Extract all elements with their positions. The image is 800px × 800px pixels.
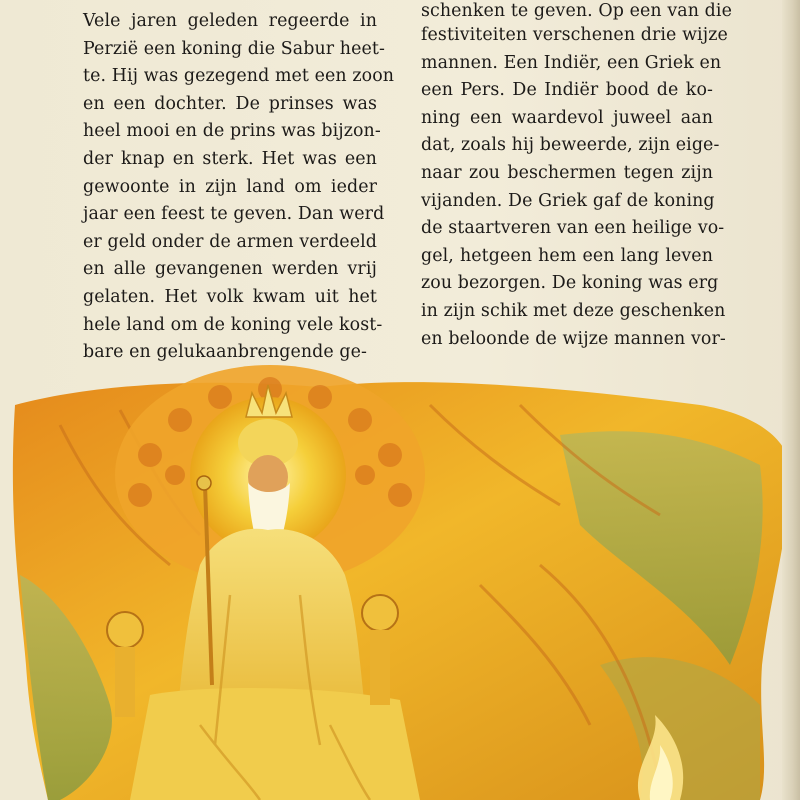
text-line: jaar een feest te geven. Dan werd [83,204,385,225]
text-line: schenken te geven. Op een van die [421,1,732,21]
text-line: bare en gelukaanbrengende ge- [83,342,368,363]
text-line: de staartveren van een heilige vo- [421,218,725,239]
text-line: Perzië een koning die Sabur heet- [83,38,385,59]
text-line: vijanden. De Griek gaf de koning [421,190,715,211]
king-throne-illustration [0,365,800,800]
text-line: er geld onder de armen verdeeld [83,231,377,252]
scepter-top [197,476,211,490]
text-line: gewoonte in zijn land om ieder [83,176,377,197]
text-line: dat, zoals hij beweerde, zijn eige- [421,135,720,156]
throne-post-left [115,647,135,717]
text-line: festiviteiten verschenen drie wijze [421,25,728,45]
throne-orb-left [107,612,143,648]
text-line: naar zou beschermen tegen zijn [421,162,713,183]
text-line: en een dochter. De prinses was [83,93,377,114]
text-column-right [421,0,732,353]
text-line: gel, hetgeen hem een lang leven [421,245,713,266]
text-column-left [83,0,395,367]
throne-orb-right [362,595,398,631]
text-line: mannen. Een Indiër, een Griek en [421,52,722,73]
text-line: te. Hij was gezegend met een zoon [83,66,395,87]
text-line: ning een waardevol juweel aan [421,107,713,128]
text-line: zou bezorgen. De koning was erg [421,273,719,294]
text-line: hele land om de koning vele kost- [83,314,383,335]
text-line: der knap en sterk. Het was een [83,148,377,169]
throne-post-right [370,630,390,705]
text-line: een Pers. De Indiër bood de ko- [421,80,713,101]
text-line: in zijn schik met deze geschenken [421,300,726,321]
text-line: en beloonde de wijze mannen vor- [421,328,726,349]
text-line: gelaten. Het volk kwam uit het [83,286,377,307]
text-line: heel mooi en de prins was bijzon- [83,121,381,142]
page-edge [782,0,800,800]
text-line: Vele jaren geleden regeerde in [83,11,377,31]
text-line: en alle gevangenen werden vrij [83,259,377,280]
